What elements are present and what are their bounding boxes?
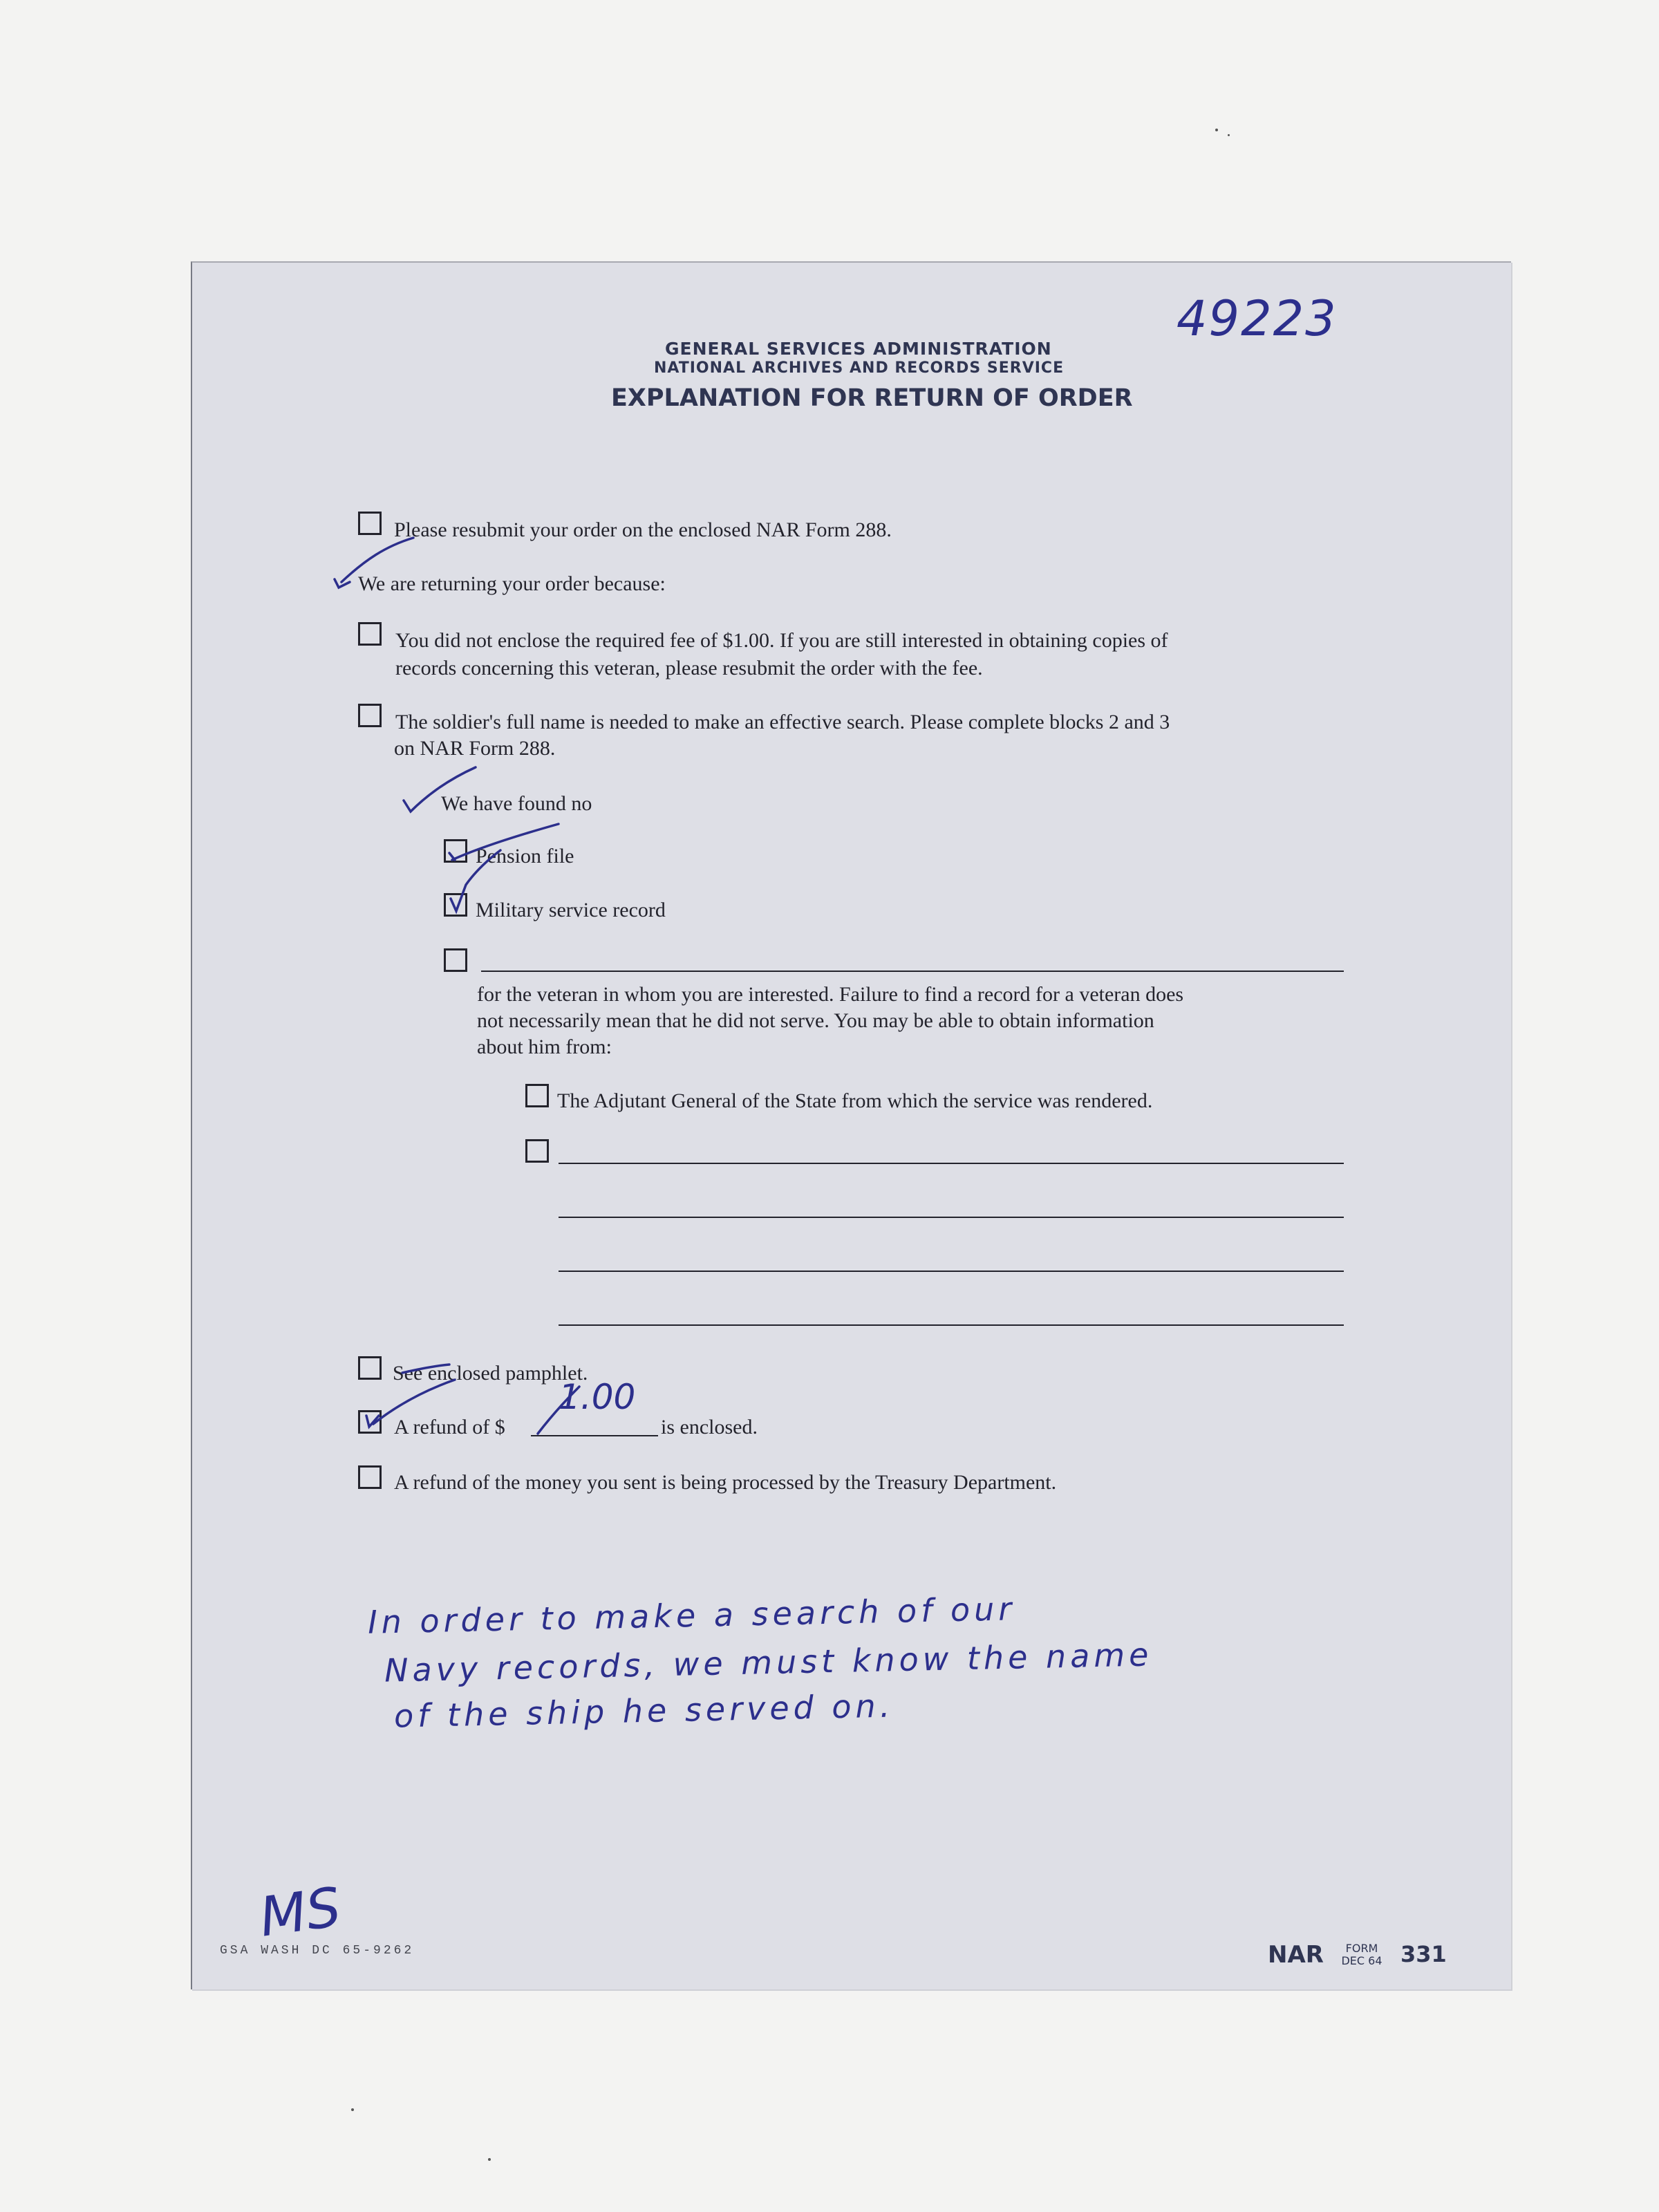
check-mark [341,538,413,582]
name-line-2: on NAR Form 288. [394,737,556,760]
check-mark [402,1365,449,1373]
speck [488,2158,491,2161]
form-page [191,261,1511,1989]
name-line-1: The soldier's full name is needed to make an effective search. Please complete blocks 2 and 3 [395,711,1170,733]
pension-label: Pension file [476,845,574,868]
signature-initials: MS [256,1876,345,1949]
adjutant-label: The Adjutant General of the State from which the service was rendered. [557,1089,1153,1112]
failure-line-3: about him from: [477,1035,612,1058]
form-label-block [1334,1942,1389,1967]
form-title: EXPLANATION FOR RETURN OF ORDER [611,384,1133,412]
service-name: NATIONAL ARCHIVES AND RECORDS SERVICE [654,359,1065,377]
refund-prefix: A refund of $ [394,1416,505,1438]
check-mark [451,850,500,911]
check-mark [452,824,559,860]
returning-label: We are returning your order because: [358,572,666,595]
agency-name: GENERAL SERVICES ADMINISTRATION [665,339,1052,359]
failure-line-1: for the veteran in whom you are interested. Failure to find a record for a veteran does [477,983,1184,1006]
form-label: FORM [1345,1942,1378,1955]
refund-suffix: is enclosed. [661,1416,758,1438]
handwritten-number: 49223 [1177,290,1338,347]
form-prefix: NAR [1268,1941,1324,1969]
note-line-2: Navy records, we must know the name [384,1635,1153,1689]
note-line-1: In order to make a search of our [367,1590,1016,1641]
refund-amount: 1.00 [559,1377,636,1417]
form-date: DEC 64 [1341,1954,1382,1967]
military-label: Military service record [476,899,666,921]
speck [351,2108,354,2111]
fee-line-1: You did not enclose the required fee of $1.00. If you are still interested in obtaining copies of [395,629,1168,652]
found-no-label: We have found no [441,792,592,815]
note-line-3: of the ship he served on. [393,1687,894,1735]
ink-marks [192,263,1511,1989]
form-number: 331 [1400,1941,1447,1967]
failure-line-2: not necessarily mean that he did not serve. You may be able to obtain information [477,1009,1154,1032]
print-code: GSA WASH DC 65-9262 [220,1944,415,1958]
check-mark [373,1380,455,1424]
resubmit-label: Please resubmit your order on the enclosed NAR Form 288. [394,518,892,541]
treasury-label: A refund of the money you sent is being processed by the Treasury Department. [394,1471,1057,1494]
check-mark [404,767,476,812]
fee-line-2: records concerning this veteran, please resubmit the order with the fee. [395,657,983,679]
speck [1215,129,1218,131]
speck [1228,134,1230,136]
pamphlet-label: See enclosed pamphlet. [393,1362,588,1385]
check-mark [538,1387,579,1434]
